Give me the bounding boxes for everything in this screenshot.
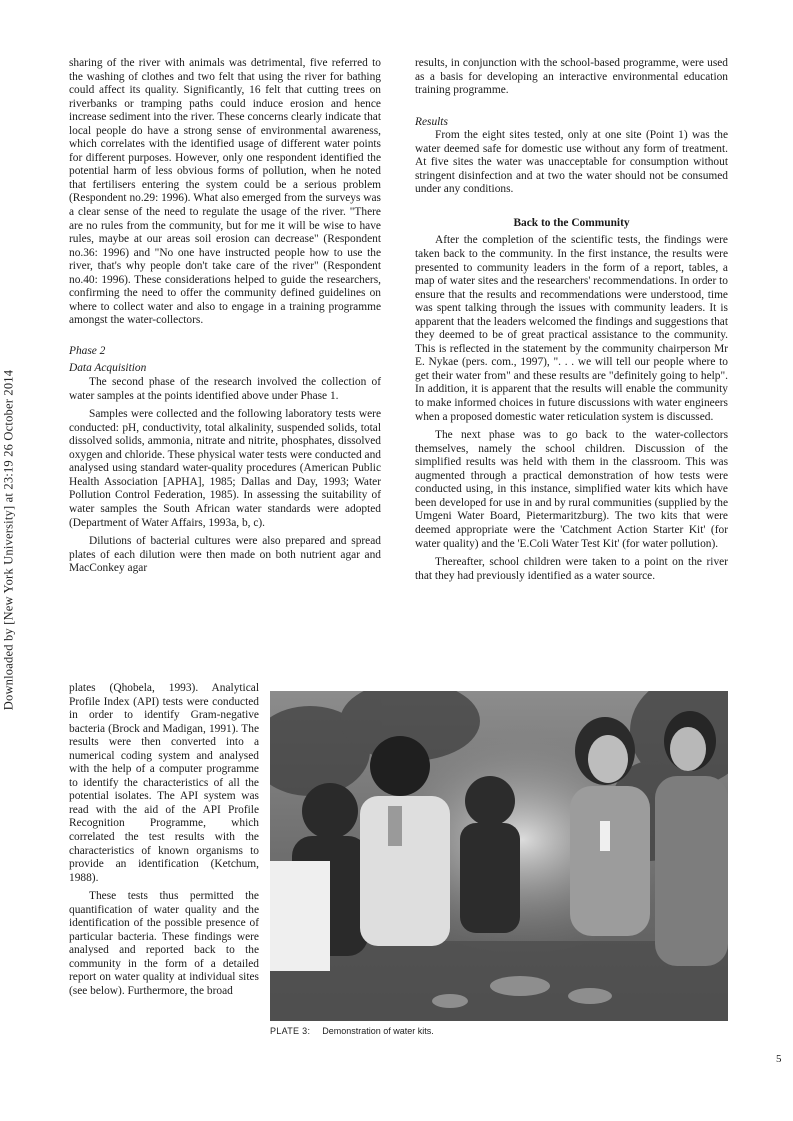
demonstration-photo-image (270, 691, 728, 1021)
plate-label: PLATE 3: (270, 1026, 311, 1036)
download-watermark (2, 300, 16, 780)
paragraph-samples: Samples were collected and the following laboratory tests were conducted: pH, conductivity, total alkalinity, suspended solids, total dissolved solids, ammonia, nitrate and nitrite, phosphates, dissolved oxygen and chloride. These physical water tests were conducted and analysed using standard water-quality procedures (American Public Health Association [APHA], 1985; Dallas and Day, 1993; Water Pollution Control Federation, 1985). In assessing the suitability of water samples the South African water standards were adopted (Department of Water Affairs, 1993a, b, c). (69, 408, 381, 529)
paragraph-back-to-community: After the completion of the scientific tests, the findings were taken back to the community. In the first instance, the results were presented to community leaders in the form of a report, tables, a map of water sites and the researchers' recommendations. In order to ensure that the results and recommendations were understood, time was spent talking through the issues with community leaders. It is apparent that the leaders welcomed the findings and suggestions that they deemed to be of great practical assistance to the community. This is reflected in the statement by the community chairperson Mr E. Nykae (pers. com., 1997), ". . . we will tell our people where to get their water from" and these results are "definitely going to help". In addition, it is apparent that the results will enable the community to make informed choices in future discussions with water engineers when a proposed domestic water reticulation system is discussed. (415, 234, 728, 423)
phase-heading: Phase 2 (69, 344, 106, 357)
paragraph-phase2: The second phase of the research involved the collection of water samples at the points identified above under Phase 1. (69, 376, 381, 402)
section-heading: Back to the Community (513, 216, 630, 229)
left-column-narrow (69, 682, 259, 999)
right-column (415, 57, 728, 583)
paragraph-thereafter: Thereafter, school children were taken to a point on the river that they had previously identified as a water source. (415, 556, 728, 582)
paragraph-tests: These tests thus permitted the quantification of water quality and the identification of the possible presence of particular bacteria. These findings were analysed and reported back to the community in the form of a detailed report on water quality at individual sites (see below). Furthermore, the broad (69, 890, 259, 998)
paragraph-results-continued: results, in conjunction with the school-based programme, were used as a basis for developing an interactive environmental education training programme. (415, 57, 728, 97)
page-number: 5 (776, 1053, 782, 1065)
paragraph-continued: sharing of the river with animals was detrimental, five referred to the washing of clothes and two felt that using the river for bathing could affect its quality. Significantly, 16 felt that cutting trees on riverbanks or tramping paths could induce erosion and hence increase sediment into the river. These concerns clearly indicate that local people do have a strong sense of environmental awareness, which correlates with the identified usage of different water points for different purposes. However, only one respondent identified the potential harm of less obvious forms of pollution, when he noted that fertilisers entering the system could be a serious problem (Respondent no.29: 1996). What also emerged from the surveys was a clear sense of the need to regulate the usage of the river. "There are no rules from the community, but for me it will be wise to have rules, maybe at our areas soil erosion can decrease" (Respondent no.36: 1996) and "No one have instructed people how to use the river, that's why people don't take care of the river" (Respondent no.40: 1996). These considerations helped to guide the researchers, confirming the need to offer the community defined guidelines on where to collect water and also to engage in a training programme amongst the water-collectors. (69, 57, 381, 327)
data-acquisition-heading: Data Acquisition (69, 362, 147, 375)
paragraph-dilutions: Dilutions of bacterial cultures were also prepared and spread plates of each dilution were then made on both nutrient agar and MacConkey agar (69, 535, 381, 575)
plate-caption (270, 1026, 434, 1036)
left-column (69, 57, 381, 576)
plate-caption-text: Demonstration of water kits. (322, 1026, 434, 1036)
download-notice: Downloaded by [New York University] at 23:19 26 October 2014 (1, 369, 16, 711)
paragraph-results: From the eight sites tested, only at one site (Point 1) was the water deemed safe for domestic use without any form of treatment. At five sites the water was unacceptable for consumption without stringent disinfection and at two the water should not be consumed under any conditions. (415, 129, 728, 196)
plate-photo (270, 691, 728, 1021)
paragraph-next-phase: The next phase was to go back to the water-collectors themselves, namely the school children. Discussion of the simplified results was held with them in the classroom. This was augmented through a practical demonstration of how tests were conducted using, in this instance, simplified water kits which have been developed for use in and by rural communities (supplied by the Umgeni Water Board, Pietermaritzburg). The two kits that were deemed appropriate were the 'Catchment Action Starter Kit' (for water quality) and the 'E.Coli Water Test Kit' (for water pollution). (415, 429, 728, 550)
results-heading: Results (415, 115, 448, 128)
paragraph-dilutions-continued: plates (Qhobela, 1993). Analytical Profile Index (API) tests were conducted in order to identify Gram-negative bacteria (Brock and Madigan, 1991). The results were then converted into a numerical coding system and analysed with the help of a computer programme to identify the characteristics of all the potential isolates. The API system was read with the aid of the API Profile Recognition Programme, which correlated the test results with the characteristics of known organisms to provide an identification (Ketchum, 1988). (69, 682, 259, 884)
